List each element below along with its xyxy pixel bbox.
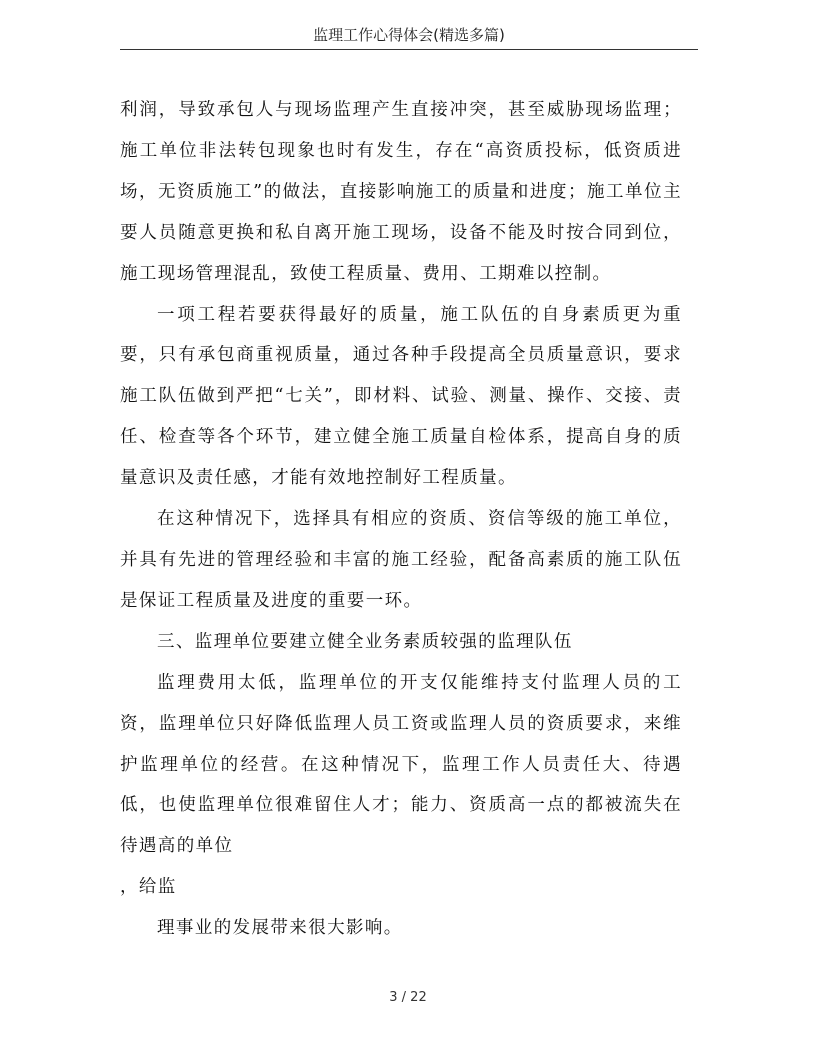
page-header-title: 监理工作心得体会(精选多篇) bbox=[313, 26, 505, 44]
section-heading: 三、监理单位要建立健全业务素质较强的监理队伍 bbox=[157, 631, 573, 652]
paragraph-5: ，给监 bbox=[120, 877, 177, 898]
paragraph-1: 利润，导致承包人与现场监理产生直接冲突，甚至威胁现场监理；施工单位非法转包现象也时有发生，存在“高资质投标，低资质进场，无资质施工”的做法，直接影响施工的质量和进度；施工单位主要人员随意更换和私自离开施工现场，设备不能及时按合同到位，施工现场管理混乱，致使工程质量、费用、工期难以控制。 bbox=[120, 100, 682, 284]
paragraph-6: 理事业的发展带来很大影响。 bbox=[157, 918, 403, 939]
document-body bbox=[120, 90, 682, 949]
header-divider bbox=[120, 49, 698, 50]
paragraph-4: 监理费用太低，监理单位的开支仅能维持支付监理人员的工资，监理单位只好降低监理人员工资或监理人员的资质要求，来维护监理单位的经营。在这种情况下，监理工作人员责任大、待遇低，也使监理单位很难留住人才；能力、资质高一点的都被流失在待遇高的单位 bbox=[120, 672, 682, 857]
page-number: 3 / 22 bbox=[389, 990, 427, 1005]
paragraph-2: 一项工程若要获得最好的质量，施工队伍的自身素质更为重要，只有承包商重视质量，通过各种手段提高全员质量意识，要求施工队伍做到严把“七关”，即材料、试验、测量、操作、交接、责任、检查等各个环节，建立健全施工质量自检体系，提高自身的质量意识及责任感，才能有效地控制好工程质量。 bbox=[120, 304, 682, 489]
paragraph-3: 在这种情况下，选择具有相应的资质、资信等级的施工单位，并具有先进的管理经验和丰富的施工经验，配备高素质的施工队伍是保证工程质量及进度的重要一环。 bbox=[120, 509, 682, 611]
